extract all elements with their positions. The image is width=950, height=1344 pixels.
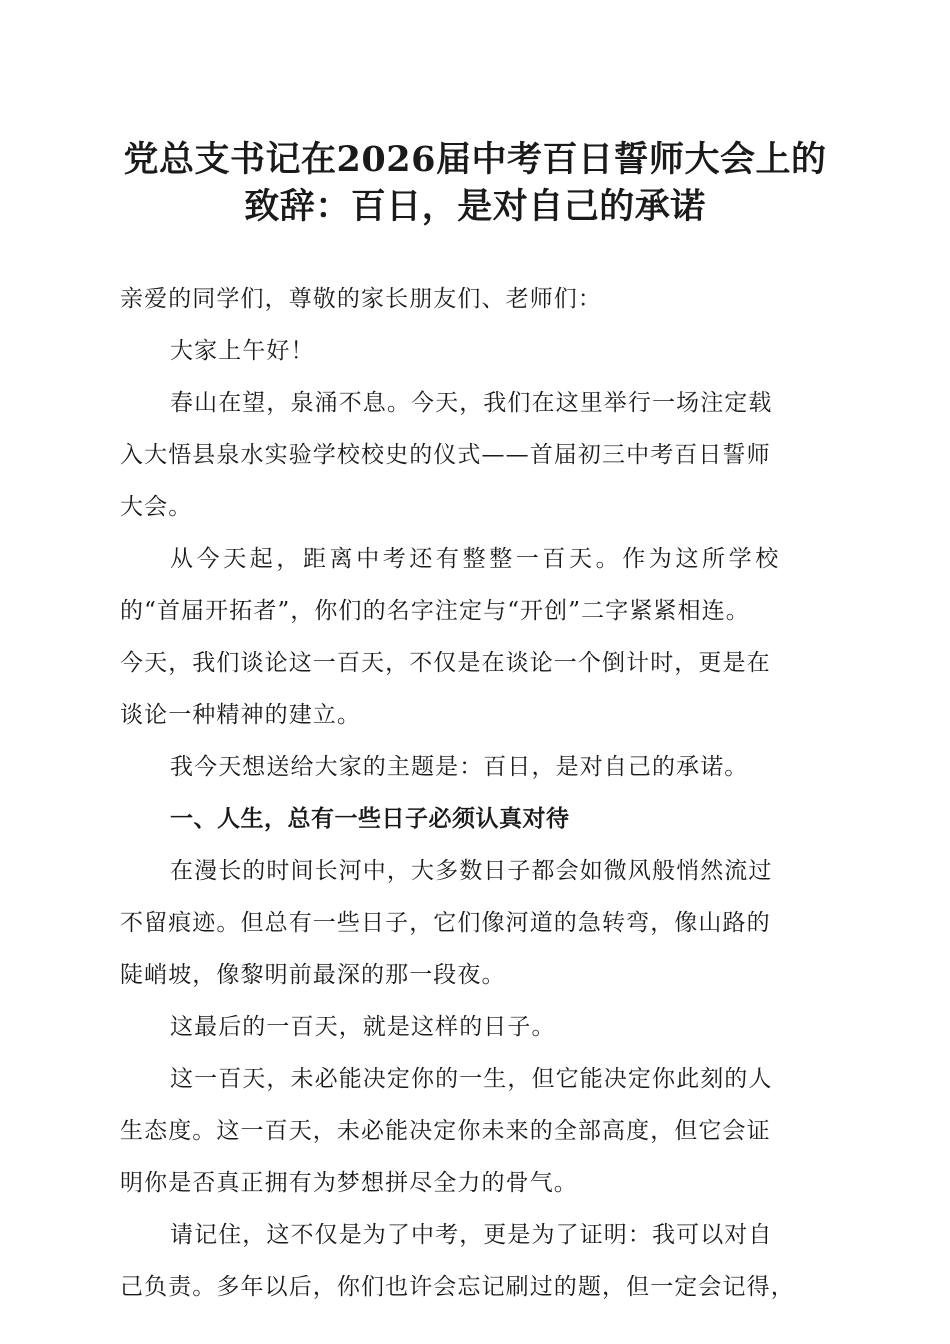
paragraph-line: 生态度。这一百天，未必能决定你未来的全部高度，但它会证	[120, 1118, 771, 1144]
paragraph-line: 大会。	[120, 494, 193, 520]
paragraph-line: 入大悟县泉水实验学校校史的仪式——首届初三中考百日誓师	[120, 442, 771, 468]
paragraph-line: 的“首届开拓者”，你们的名字注定与“开创”二字紧紧相连。	[120, 598, 750, 624]
paragraph-line: 在漫长的时间长河中，大多数日子都会如微风般悄然流过	[170, 858, 773, 884]
section-heading: 一、人生，总有一些日子必须认真对待	[170, 806, 570, 832]
paragraph-line: 请记住，这不仅是为了中考，更是为了证明：我可以对自	[170, 1222, 773, 1248]
document-title-line-2: 致辞：百日，是对自己的承诺	[244, 186, 706, 227]
paragraph-line: 从今天起，距离中考还有整整一百天。作为这所学校	[170, 546, 782, 572]
paragraph-line: 明你是否真正拥有为梦想拼尽全力的骨气。	[120, 1170, 578, 1196]
paragraph-line: 这最后的一百天，就是这样的日子。	[170, 1014, 556, 1040]
greeting: 大家上午好！	[170, 338, 315, 364]
paragraph-line: 我今天想送给大家的主题是：百日，是对自己的承诺。	[170, 754, 749, 780]
paragraph-line: 己负责。多年以后，你们也许会忘记刷过的题，但一定会记得，	[120, 1274, 795, 1300]
document-body	[120, 273, 850, 1313]
paragraph-line: 今天，我们谈论这一百天，不仅是在谈论一个倒计时，更是在	[120, 650, 771, 676]
paragraph-line: 不留痕迹。但总有一些日子，它们像河道的急转弯，像山路的	[120, 910, 771, 936]
paragraph-line: 春山在望，泉涌不息。今天，我们在这里举行一场注定载	[170, 390, 773, 416]
paragraph-line: 谈论一种精神的建立。	[120, 702, 361, 728]
document-title-line-1: 党总支书记在2026届中考百日誓师大会上的	[123, 139, 827, 180]
paragraph-line: 这一百天，未必能决定你的一生，但它能决定你此刻的人	[170, 1066, 773, 1092]
salutation: 亲爱的同学们，尊敬的家长朋友们、老师们：	[120, 286, 602, 312]
paragraph-line: 陡峭坡，像黎明前最深的那一段夜。	[120, 962, 506, 988]
